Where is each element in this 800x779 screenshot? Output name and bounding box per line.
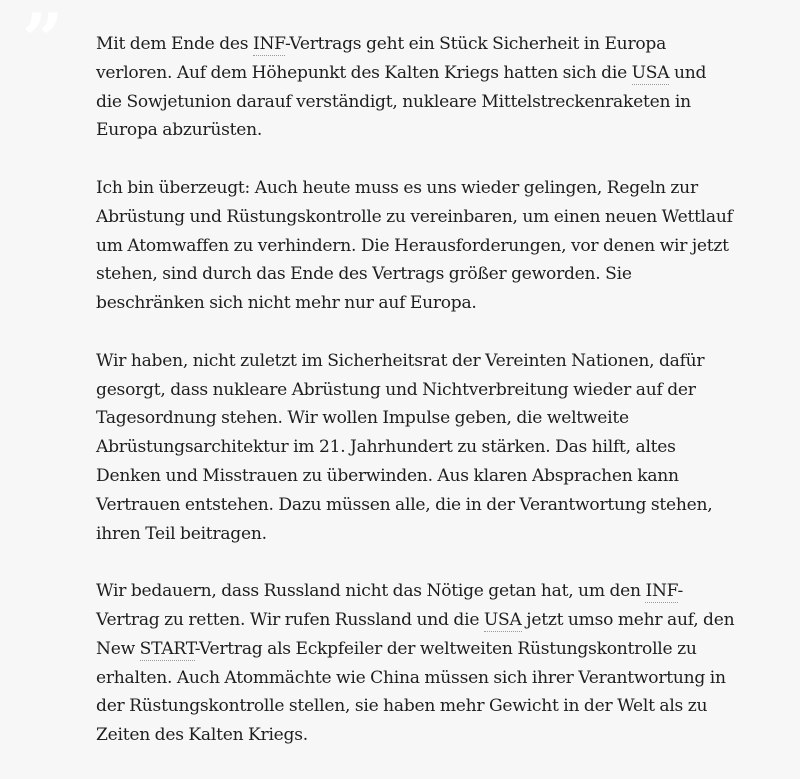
quote-paragraph: [96, 577, 736, 750]
paragraph-text: und die Sowjetunion darauf verständigt, nukleare Mittelstreckenraketen in Europa abzurüsten.: [96, 62, 707, 141]
abbreviation-inf[interactable]: INF: [645, 581, 678, 602]
quote-paragraph: [96, 30, 736, 145]
paragraph-text: -Vertrag zu retten. Wir rufen Russland und die: [96, 581, 684, 630]
quote-body: [96, 30, 736, 779]
paragraph-text: jetzt umso mehr auf, den New: [96, 609, 735, 659]
paragraph-text: Wir bedauern, dass Russland nicht das Nötige getan hat, um den: [96, 581, 646, 602]
paragraph-text: Mit dem Ende des: [96, 34, 253, 54]
paragraph-text: -Vertrag als Eckpfeiler der weltweiten Rüstungskontrolle zu erhalten. Auch Atommächte wie China müssen sich ihrer Verantwortung in der Rüstungskontrolle stellen, sie haben mehr Gewicht in der Welt als zu Zeiten des Kalten Kriegs.: [96, 638, 726, 746]
abbreviation-usa[interactable]: USA: [483, 609, 522, 630]
quotation-mark-icon: ”: [22, 0, 58, 82]
abbreviation-usa[interactable]: USA: [631, 62, 670, 83]
paragraph-text: Wir haben, nicht zuletzt im Sicherheitsrat der Vereinten Nationen, dafür gesorgt, dass nukleare Abrüstung und Nichtverbreitung wieder auf der Tagesordnung stehen. Wir wollen Impulse geben, die weltweite Abrüstungsarchitektur im 21. Jahrhundert zu stärken. Das hilft, altes Denken und Misstrauen zu überwinden. Aus klaren Absprachen kann Vertrauen entstehen. Dazu müssen alle, die in der Verantwortung stehen, ihren Teil beitragen.: [96, 350, 713, 544]
abbreviation-start[interactable]: START: [139, 638, 195, 659]
paragraph-text: Ich bin überzeugt: Auch heute muss es uns wieder gelingen, Regeln zur Abrüstung und Rüstungskontrolle zu vereinbaren, um einen neuen Wettlauf um Atomwaffen zu verhindern. Die Herausforderungen, vor denen wir jetzt stehen, sind durch das Ende des Vertrags größer geworden. Sie beschränken sich nicht mehr nur auf Europa.: [96, 177, 733, 314]
quote-paragraph: [96, 347, 736, 549]
abbreviation-inf[interactable]: INF: [252, 34, 286, 54]
paragraph-text: -Vertrags geht ein Stück Sicherheit in Europa verloren. Auf dem Höhepunkt des Kalten Kriegs hatten sich die: [96, 34, 667, 83]
quote-paragraph: [96, 174, 736, 318]
